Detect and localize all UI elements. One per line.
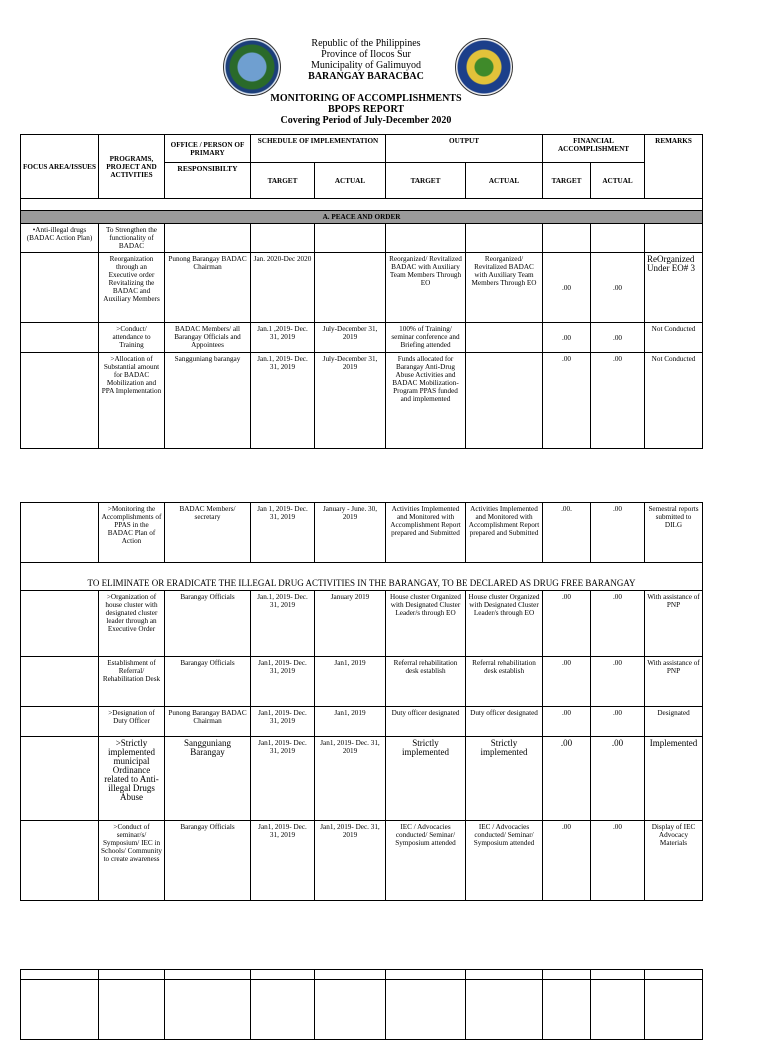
- col-responsibility: RESPONSIBILTY: [165, 163, 251, 199]
- table-row: >Conduct/ attendance to Training BADAC Members/ all Barangay Officials and Appointees Jan.1 ,2019- Dec. 31, 2019 July-December 31, 2019 100% of Training/ seminar conference and Briefing attended .00 .00 Not Conducted: [21, 323, 703, 353]
- table-row: >Conduct of seminar/s/ Symposium/ IEC in Schools/ Community to create awareness Barangay Officials Jan1, 2019- Dec. 31, 2019 Jan1, 2019- Dec. 31, 2019 IEC / Advocacies conducted/ Seminar/ Symposium attended IEC / Advocacies conducted/ Seminar/ Symposium attended .00 .00 Display of IEC Advocacy Materials: [21, 821, 703, 901]
- col-sched-actual: ACTUAL: [315, 163, 386, 199]
- province-line: Province of Ilocos Sur: [321, 49, 411, 60]
- document-header: [0, 0, 768, 128]
- col-fin-target: TARGET: [543, 163, 591, 199]
- table-row: >Allocation of Substantial amount for BADAC Mobilization and PPA Implementation Sangguniang barangay Jan.1, 2019- Dec. 31, 2019 July-December 31, 2019 Funds allocated for Barangay Anti-Drug Abuse Activities and BADAC Mobilization- Program PPAS funded and implemented .00 .00 Not Conducted: [21, 353, 703, 449]
- table-row: [21, 980, 703, 1040]
- accomplishment-table-page1: [20, 134, 703, 449]
- col-fin-actual: ACTUAL: [591, 163, 645, 199]
- table-row: Reorganization through an Executive order Revitalizing the BADAC and Auxiliary Members Punong Barangay BADAC Chairman Jan. 2020-Dec 2020 Reorganized/ Revitalized BADAC with Auxiliary Team Members Through EO Reorganized/ Revitalized BADAC with Auxiliary Team Members Through EO .00 .00 ReOrganized Under EO# 3: [21, 253, 703, 323]
- municipality-line: Municipality of Galimuyod: [311, 60, 421, 71]
- col-out-target: TARGET: [386, 163, 466, 199]
- republic-line: Republic of the Philippines: [311, 38, 421, 49]
- table-row: >Designation of Duty Officer Punong Barangay BADAC Chairman Jan1, 2019- Dec. 31, 2019 Jan1, 2019 Duty officer designated Duty officer designated .00 .00 Designated: [21, 707, 703, 737]
- report-subtitle: BPOPS REPORT: [327, 104, 405, 115]
- table-row: Establishment of Referral/ Rehabilitation Desk Barangay Officials Jan1, 2019- Dec. 31, 2019 Jan1, 2019 Referral rehabilitation desk establish Referral rehabilitation desk establish .00 .00 With assistance of PNP: [21, 657, 703, 707]
- col-remarks: REMARKS: [645, 135, 703, 199]
- accomplishment-table-page2: [20, 502, 703, 901]
- report-period: Covering Period of July-December 2020: [280, 115, 452, 126]
- municipal-seal-icon: [455, 38, 513, 96]
- col-focus: FOCUS AREA/ISSUES: [21, 135, 99, 199]
- table-row: [21, 970, 703, 980]
- col-office: OFFICE / PERSON OF PRIMARY: [165, 135, 251, 163]
- objective-banner: TO ELIMINATE OR ERADICATE THE ILLEGAL DRUG ACTIVITIES IN THE BARANGAY, TO BE DECLARED AS DRUG FREE BARANGAY: [21, 563, 703, 591]
- section-peace-order: A. PEACE AND ORDER: [21, 211, 703, 224]
- table-row: >Organization of house cluster with designated cluster leader through an Executive Order Barangay Officials Jan.1, 2019- Dec. 31, 2019 January 2019 House cluster Organized with Designated Cluster Leader/s through EO House cluster Organized with Designated Cluster Leader/s through EO .00 .00 With assistance of PNP: [21, 591, 703, 657]
- accomplishment-table-page3: [20, 969, 703, 1040]
- col-programs: PROGRAMS, PROJECT AND ACTIVITIES: [99, 135, 165, 199]
- barangay-seal-icon: [223, 38, 281, 96]
- table-row: >Strictly implemented municipal Ordinance related to Anti-illegal Drugs Abuse Sangguniang Barangay Jan1, 2019- Dec. 31, 2019 Jan1, 2019- Dec. 31, 2019 Strictly implemented Strictly implemented .00 .00 Implemented: [21, 737, 703, 821]
- col-out-actual: ACTUAL: [466, 163, 543, 199]
- table-row: >Monitoring the Accomplishments of PPAS in the BADAC Plan of Action BADAC Members/ secretary Jan 1, 2019- Dec. 31, 2019 January - June. 30, 2019 Activities Implemented and Monitored with Accomplishment Report prepared and Submitted Activities Implemented and Monitored with Accomplishment Report prepared and Submitted .00. .00 Semestral reports submitted to DILG: [21, 503, 703, 563]
- table-row: •Anti-illegal drugs (BADAC Action Plan) To Strengthen the functionality of BADAC: [21, 224, 703, 253]
- col-output: OUTPUT: [386, 135, 543, 163]
- barangay-name: BARANGAY BARACBAC: [308, 71, 424, 82]
- report-title: MONITORING OF ACCOMPLISHMENTS: [270, 93, 462, 104]
- col-sched-target: TARGET: [251, 163, 315, 199]
- col-financial: FINANCIAL ACCOMPLISHMENT: [543, 135, 645, 163]
- col-schedule: SCHEDULE OF IMPLEMENTATION: [251, 135, 386, 163]
